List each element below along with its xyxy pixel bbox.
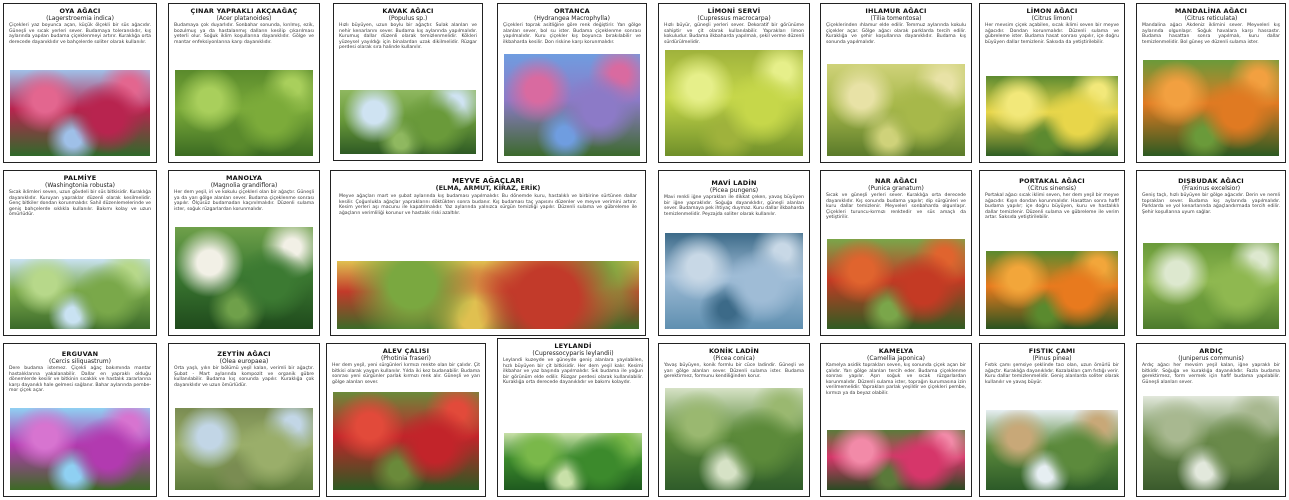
conical-spruce-photo	[665, 388, 803, 490]
card-title: MAVİ LADİN	[711, 179, 757, 187]
card-description: Sıcak iklimleri seven, uzun gövdeli bir süs bitkisidir. Kuraklığa dayanıklıdır. Kuruyan yapraklar düzenli olarak kesilmelidir. Genç bitkiler dondan korunmalıdır. Sahil düzenlemelerinde ve geniş bahçelerde sıklıkla kullanılır. Bakımı kolay ve uzun ömürlüdür.	[9, 190, 151, 218]
card-title: KAVAK AĞACI	[382, 7, 434, 15]
card-latin-name: (Citrus limon)	[1031, 15, 1073, 22]
card-mandalina-agaci	[1136, 3, 1286, 163]
olive-trees-photo	[175, 408, 313, 490]
card-latin-name: (Cercis siliquastrum)	[49, 358, 111, 365]
card-title: MANOLYA	[225, 174, 263, 182]
card-title: IHLAMUR AĞACI	[865, 7, 927, 15]
card-description: Fıstık çamı şemsiye şeklinde tacı olan, uzun ömürlü bir ağaçtır. Kuraklığa dayanıklıdır. Kozalakları çam fıstığı verir. Kuru dallar temizlenmelidir. Geniş alanlarda soliter olarak kullanılır ve yavaş büyür.	[985, 363, 1119, 385]
card-meyve-agaclari	[330, 170, 646, 336]
card-description: Leylandi kuzeyde ve güneyde geniş alanlara yayılabilen, hızlı büyüyen bir çit bitkisidir. Her dem yeşil kalır. Kesimi ilkbahar ve yaz başında yapılmalıdır. Sık budama ile yoğun bir görünüm elde edilir. Rüzgar perdesi olarak kullanılabilir. Kuraklığa orta derecede dayanıklıdır ve bakımı kolaydır.	[503, 358, 643, 386]
card-cinar-yaprakli-akcaagac	[168, 3, 320, 163]
card-title: ERGUVAN	[61, 350, 99, 358]
card-fistik-cami	[979, 343, 1125, 497]
card-latin-name: (Lagerstroemia indica)	[46, 15, 114, 22]
card-zeytin-agaci	[168, 343, 320, 497]
mandarin-tree-photo	[1143, 60, 1279, 156]
card-limon-agaci	[979, 3, 1125, 163]
card-mavi-ladin	[658, 170, 810, 336]
card-portakal-agaci	[979, 170, 1125, 336]
card-limoni-servi	[658, 3, 810, 163]
card-title: ORTANCA	[554, 7, 590, 15]
card-description: Ardıç ağacı her mevsim yeşil kalan, iğne yapraklı bir bitkidir. Soğuğa ve kuraklığa dayanıklıdır. Fazla budama gerektirmez, form vermek için hafif budama yapılabilir. Güneşli alanları sever.	[1142, 363, 1280, 385]
card-title: MEYVE AĞAÇLARI	[452, 177, 524, 185]
card-description: Her dem yeşil, iri ve kokulu çiçekleri olan bir ağaçtır. Güneşli ya da yarı gölge alanları sever. Budama çiçeklenme sonrası yapılır. Ölçüsüz budamadan kaçınılmalıdır. Düzenli sulama ister, soğuk rüzgarlardan korunmalıdır.	[174, 190, 314, 212]
card-latin-name: (Picea conica)	[713, 355, 755, 362]
orange-tree-photo	[986, 251, 1118, 329]
magnolia-leaves-photo	[175, 227, 313, 329]
card-erguvan	[3, 343, 157, 497]
card-ihlamur-agaci	[820, 3, 972, 163]
card-title: PORTAKAL AĞACI	[1019, 177, 1085, 185]
card-title: MANDALİNA AĞACI	[1174, 7, 1248, 15]
card-disbudak-agaci	[1136, 170, 1286, 336]
card-description: Hızlı büyür, güneşli yerleri sever. Dekoratif bir görünüme sahiptir ve çit olarak kullanılabilir. Yaprakları limon kokuludur. Budama ilkbaharda yapılmalı, şekil verme düzenli sürdürülmelidir.	[664, 23, 804, 45]
card-description: Her dem yeşil, yeni sürgünleri kırmızı renkte olan bir çalıdır. Çit bitkisi olarak yaygın kullanılır. Yılda iki kez budanabilir. Budama sonrası yeni sürgünler parlak kırmızı renk alır. Güneşli ve yarı gölge alanları sever.	[332, 363, 480, 385]
card-oya-agaci	[3, 3, 157, 163]
card-description: Kamelya asidik toprakları seven, kış sonunda çiçek açan bir çalıdır. Yarı gölge alanları tercih eder. Budama çiçeklenme sonrası yapılır. Aşırı soğuk ve sıcak rüzgarlardan korunmalıdır. Düzenli sulama ister, toprağın kurumasına izin verilmemelidir. Yaprakları parlak yeşildir ve çiçekleri pembe, kırmızı ya da beyaz olabilir.	[826, 363, 966, 396]
ash-tree-photo	[1143, 243, 1279, 329]
pink-flowering-tree-photo	[10, 70, 150, 156]
lemon-cypress-rows-photo	[665, 50, 803, 156]
card-title: ALEV ÇALISI	[382, 347, 430, 355]
card-ortanca	[497, 3, 647, 163]
card-description: Çiçekleri yaz boyunca açan, küçük ölçekli bir süs ağacıdır. Güneşli ve sıcak yerleri sever. Budamaya toleranslıdır, kış aylarında yapılan budama çiçeklenmeyi artırır. Kuraklığa orta derecede dayanıklıdır ve bahçelerde soliter olarak kullanılır.	[9, 23, 151, 45]
pomegranate-tree-photo	[827, 239, 965, 329]
card-latin-name: (ELMA, ARMUT, KİRAZ, ERİK)	[435, 184, 541, 192]
card-nar-agaci	[820, 170, 972, 336]
card-title: KONİK LADİN	[708, 347, 760, 355]
card-latin-name: (Cupressus macrocarpa)	[697, 15, 771, 22]
card-latin-name: (Citrus reticulata)	[1184, 15, 1238, 22]
card-latin-name: (Cupressocyparis leylandii)	[532, 350, 614, 357]
fruit-trees-collage-photo	[337, 261, 639, 329]
poplar-row-photo	[340, 90, 476, 154]
card-description: Hızlı büyüyen, uzun boylu bir ağaçtır. Sulak alanları ve nehir kenarlarını sever. Budama kış aylarında yapılmalıdır. Kurumuş dallar düzenli olarak temizlenmelidir. Kökleri yüzeysel yayıldığı için binalardan uzak dikilmelidir. Rüzgar perdesi olarak sıra halinde kullanılır.	[339, 23, 477, 51]
card-description: Dere budama istemez. Çiçekli ağaç bakımında mantar hastalıklarına yakalanabilir. Dallar en yapraklı olduğu dönemlerde kesilir ve bitkinin sıcaklık ve hastalık zararlarına karşı dayanıklı hale gelmesi sağlanır. Bahar aylarında pembe-mor çiçek açar.	[9, 366, 151, 394]
card-latin-name: (Magnolia grandiflora)	[210, 182, 278, 189]
card-description: Budamaya çok duyarlıdır. Sonbahar sonunda, kırılmış, ezik, bozulmuş ya da hastalanmış dalların kesilip çıkarılması yeterli olur. Soğuk iklim koşullarına dayanıklıdır. Gölge ve mantar enfeksiyonlarına karşı dayanıklıdır.	[174, 23, 314, 45]
card-latin-name: (Camellia japonica)	[867, 355, 925, 362]
card-ardic	[1136, 343, 1286, 497]
card-title: DIŞBUDAK AĞACI	[1178, 177, 1244, 185]
card-latin-name: (Pinus pinea)	[1032, 355, 1072, 362]
card-description: Her mevsim çiçek açabilen, sıcak iklimi seven bir meyve ağacıdır. Dondan korunmalıdır. Düzenli sulama ve gübreleme ister. Budama hasat sonrası yapılır, içe doğru büyüyen dallar temizlenir. Saksıda da yetiştirilebilir.	[985, 23, 1119, 45]
card-palmiye	[3, 170, 157, 336]
card-latin-name: (Washingtonia robusta)	[45, 182, 115, 189]
card-latin-name: (Tilia tomentosa)	[870, 15, 922, 22]
juniper-trees-photo	[1143, 396, 1279, 490]
card-alev-calisi	[326, 343, 486, 497]
leyland-hedge-photo	[504, 433, 642, 490]
linden-blossoms-photo	[827, 64, 965, 156]
card-latin-name: (Citrus sinensis)	[1027, 185, 1077, 192]
card-description: Meyve ağaçları mart ve şubat aylarında kış budaması yapılmalıdır. Bu dönemde kuru, hastalıklı ve birbirine sürtünen dallar kesilir. Çoğunlukla ağaçlar yapraklarını döktükten sonra budanır. Kış budaması taç yapısını düzenler ve meyve verimini artırır. Kesim yerleri aşı macunu ile kapatılmalıdır. Yaz aylarında yalnızca sürgün temizliği yapılır. Düzenli sulama ve gübreleme ile ağaçların verimliliği korunur ve hastalık riski azaltılır.	[339, 194, 637, 216]
palm-trees-photo	[10, 259, 150, 329]
card-latin-name: (Hydrangea Macrophylla)	[534, 15, 610, 22]
card-description: Mavi renkli iğne yaprakları ile dikkat çeken, yavaş büyüyen bir iğne yapraklıdır. Soğuğa dayanıklıdır, güneşli alanları sever. Budamaya pek ihtiyaç duymaz. Kuru dallar ilkbaharda temizlenmelidir. Peyzajda soliter olarak kullanılır.	[664, 195, 804, 217]
card-kamelya	[820, 343, 972, 497]
card-description: Portakal ağacı sıcak iklimi seven, her dem yeşil bir meyve ağacıdır. Kışın dondan korunmalıdır. Hasattan sonra hafif budama yapılır; içe doğru büyüyen, kuru ve hastalıklı dallar temizlenir. Düzenli sulama ve gübreleme ile verim artar. Saksıda yetiştirilebilir.	[985, 193, 1119, 221]
card-manolya	[168, 170, 320, 336]
card-title: LEYLANDİ	[554, 342, 592, 350]
card-konik-ladin	[658, 343, 810, 497]
card-title: ÇINAR YAPRAKLI AKÇAAĞAÇ	[190, 7, 298, 15]
card-description: Çiçekleri toprak asitliğine göre renk değiştirir. Yarı gölge alanları sever, bol su ister. Budama çiçeklenme sonrası yapılmalıdır. Kuru çiçekler kış boyunca bırakılabilir ve ilkbaharda kesilir. Don riskine karşı korunmalıdır.	[503, 23, 641, 45]
card-description: Çiçeklerinden ıhlamur elde edilir. Temmuz aylarında kokulu çiçekler açar. Gölge ağacı olarak parklarda tercih edilir. Kuraklığa ve şehir koşullarına dayanıklıdır. Budama kış sonunda yapılmalıdır.	[826, 23, 966, 45]
card-description: Orta yaşlı, yılın bir bölümü yeşil kalan, verimli bir ağaçtır. Şubat - Mart aylarında kompozit ve organik gübre kullanılabilir. Budama kış sonunda yapılır. Kuraklığa çok dayanıklıdır ve uzun ömürlüdür.	[174, 366, 314, 388]
card-description: Geniş taçlı, hızlı büyüyen bir gölge ağacıdır. Derin ve nemli toprakları sever. Budama kış aylarında yapılmalıdır. Parklarda ve yol kenarlarında ağaçlandırmada tercih edilir. Şehir koşullarına uyum sağlar.	[1142, 193, 1280, 215]
card-latin-name: (Populus sp.)	[388, 15, 428, 22]
card-latin-name: (Fraxinus excelsior)	[1181, 185, 1241, 192]
card-latin-name: (Photinia fraseri)	[380, 355, 432, 362]
card-title: PALMİYE	[63, 174, 97, 182]
card-title: NAR AĞACI	[874, 177, 918, 185]
card-title: ZEYTİN AĞACI	[217, 350, 271, 358]
redbud-tree-photo	[10, 408, 150, 490]
photinia-hedge-photo	[333, 392, 479, 490]
card-description: Sıcak ve güneşli yerleri sever. Kuraklığa orta derecede dayanıklıdır. Kış sonunda budama yapılır; dip sürgünleri ve kuru dallar temizlenir. Meyveleri sonbaharda olgunlaşır. Çiçekleri turuncu-kırmızı renktedir ve süs amaçlı da yetiştirilir.	[826, 193, 966, 221]
card-title: KAMELYA	[878, 347, 914, 355]
card-leylandi	[497, 338, 649, 497]
card-title: ARDIÇ	[1199, 347, 1223, 355]
card-latin-name: (Picea pungens)	[709, 187, 759, 194]
hydrangea-flowers-photo	[504, 54, 640, 156]
card-latin-name: (Olea europaea)	[219, 358, 269, 365]
stone-pine-photo	[986, 410, 1118, 490]
card-title: FISTIK ÇAMI	[1028, 347, 1076, 355]
card-latin-name: (Juniperus communis)	[1178, 355, 1244, 362]
camellia-flowers-photo	[827, 430, 965, 490]
card-description: Mandalina ağacı Akdeniz iklimini sever. Meyveleri kış aylarında olgunlaşır. Soğuk havalara karşı hassastır. Budama hasattan sonra yapılmalı, kuru dallar temizlenmelidir. Bol güneş ve düzenli sulama ister.	[1142, 23, 1280, 45]
card-title: LİMONİ SERVİ	[707, 7, 761, 15]
blue-spruce-photo	[665, 233, 803, 329]
card-latin-name: (Punica granatum)	[868, 185, 924, 192]
card-kavak-agaci	[333, 3, 483, 161]
card-description: Yavaş büyüyen, konik formlu bir cüce ladindir. Güneşli ve yarı gölge alanları sever. Düzenli sulama ister. Budama gerektirmez, formunu kendiliğinden korur.	[664, 363, 804, 380]
green-maple-leaves-photo	[175, 70, 313, 156]
card-latin-name: (Acer platanoides)	[216, 15, 272, 22]
lemon-fruit-tree-photo	[986, 76, 1118, 156]
card-title: OYA AĞACI	[59, 7, 101, 15]
card-title: LİMON AĞACI	[1026, 7, 1078, 15]
